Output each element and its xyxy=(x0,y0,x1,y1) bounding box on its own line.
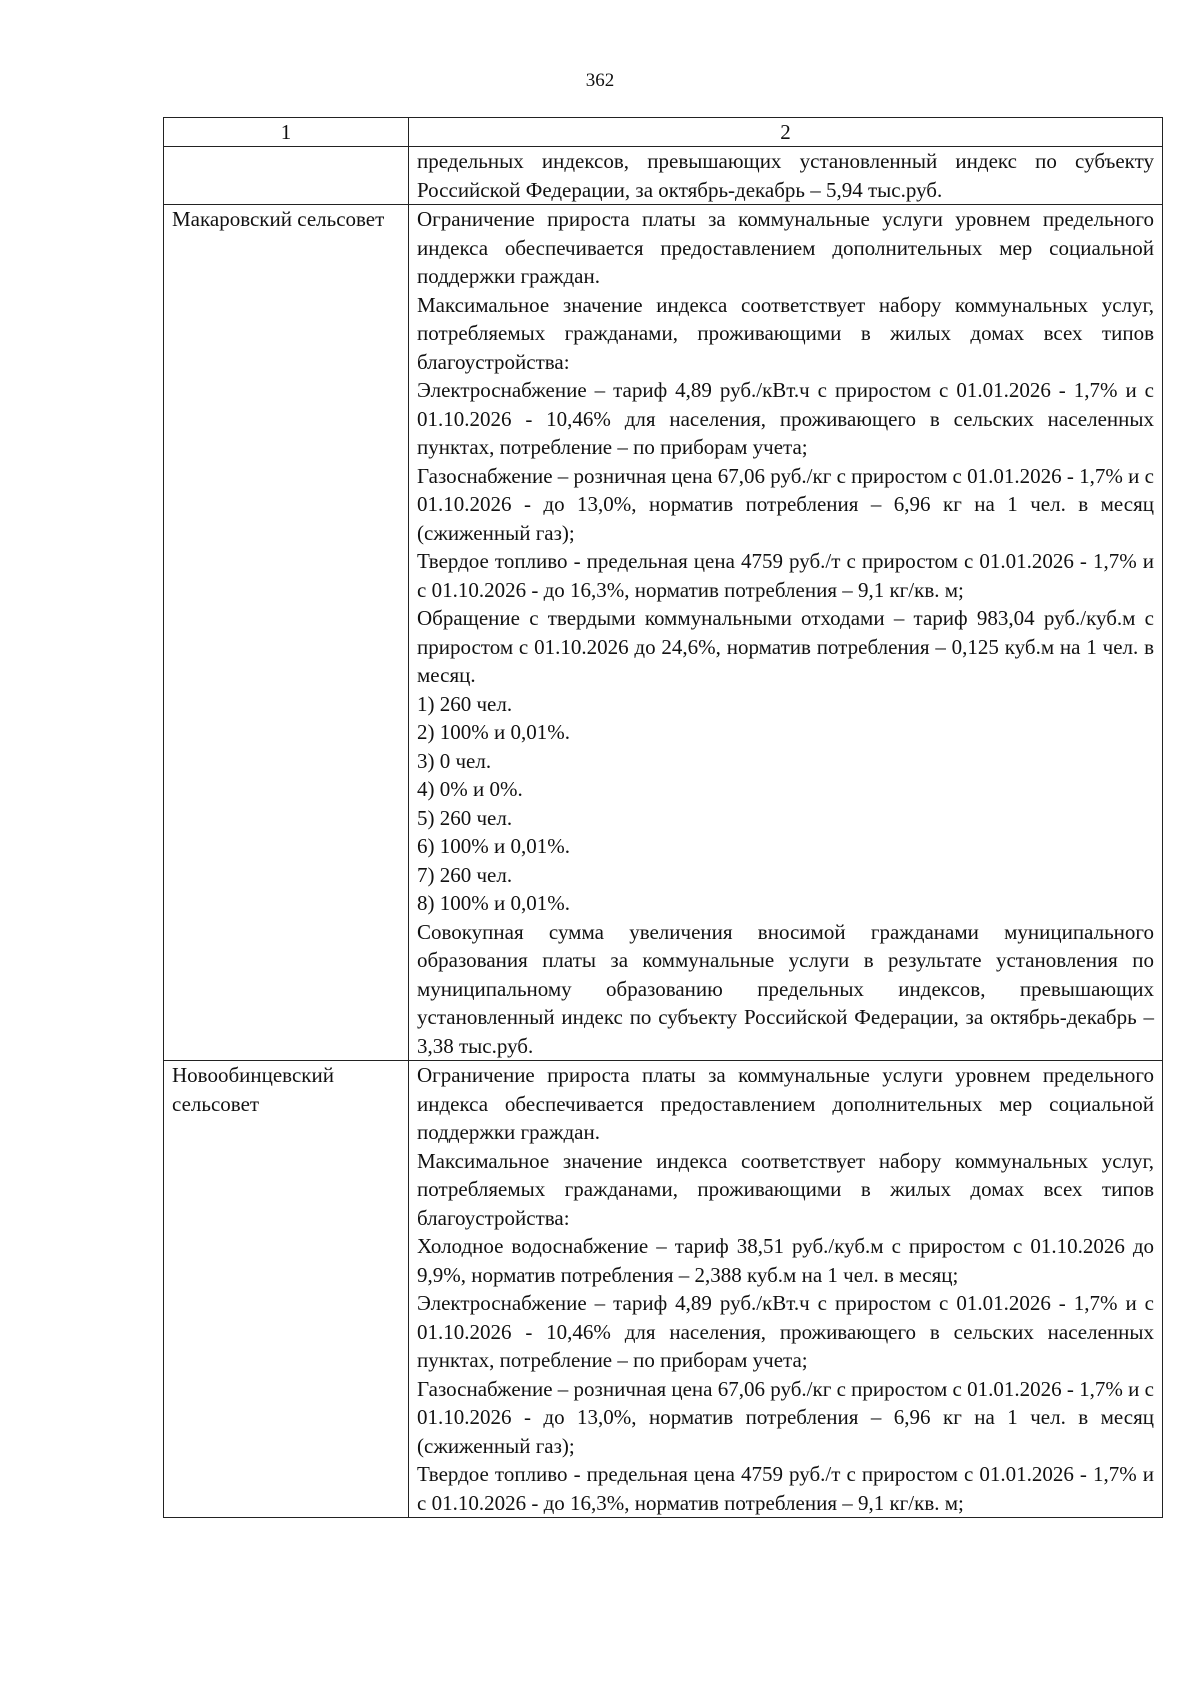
municipality-name xyxy=(164,147,409,205)
description-paragraph: Ограничение прироста платы за коммунальные услуги уровнем предельного индекса обеспечивается предоставлением дополнительных мер социальной поддержки граждан. xyxy=(417,207,1154,288)
description-paragraph: Твердое топливо - предельная цена 4759 руб./т с приростом с 01.01.2026 - 1,7% и с 01.10.2026 - до 16,3%, норматив потребления – 9,1 кг/кв. м; xyxy=(417,549,1154,602)
description-paragraph: Ограничение прироста платы за коммунальные услуги уровнем предельного индекса обеспечивается предоставлением дополнительных мер социальной поддержки граждан. xyxy=(417,1063,1154,1144)
description-paragraph: 2) 100% и 0,01%. xyxy=(417,720,570,744)
description-paragraph: 5) 260 чел. xyxy=(417,805,513,830)
table-body xyxy=(164,147,1163,1518)
description-paragraph: Максимальное значение индекса соответствует набору коммунальных услуг, потребляемых гражданами, проживающими в жилых домах всех типов благоустройства: xyxy=(417,292,1154,374)
description-paragraph: Электроснабжение – тариф 4,89 руб./кВт.ч с приростом с 01.01.2026 - 1,7% и с 01.10.2026 - 10,46% для населения, проживающего в сельских населенных пунктах, потребление – по приборам учета; xyxy=(417,378,1154,459)
table-row xyxy=(164,147,1163,205)
measures-description xyxy=(409,1061,1163,1518)
description-paragraph: 4) 0% и 0%. xyxy=(417,777,523,801)
description-paragraph: Совокупная сумма увеличения вносимой гражданами муниципального образования платы за коммунальные услуги в результате установления по муниципальному образованию предельных индексов, превышающих установленный индекс по субъекту Российской Федерации, за октябрь-декабрь – 3,38 тыс.руб. xyxy=(417,919,1154,1058)
document-table xyxy=(163,117,1163,1518)
description-paragraph: Максимальное значение индекса соответствует набору коммунальных услуг, потребляемых гражданами, проживающими в жилых домах всех типов благоустройства: xyxy=(417,1148,1154,1230)
column-header-1: 1 xyxy=(164,118,409,147)
description-paragraph: 8) 100% и 0,01%. xyxy=(417,891,570,915)
description-paragraph: 7) 260 чел. xyxy=(417,862,513,887)
description-paragraph: 6) 100% и 0,01%. xyxy=(417,834,570,858)
description-paragraph: Газоснабжение – розничная цена 67,06 руб./кг с приростом с 01.01.2026 - 1,7% и с 01.10.2026 - до 13,0%, норматив потребления – 6,96 кг на 1 чел. в месяц (сжиженный газ); xyxy=(417,463,1154,545)
measures-description xyxy=(409,205,1163,1061)
description-paragraph: 3) 0 чел. xyxy=(417,748,492,773)
page-number: 362 xyxy=(585,70,615,91)
municipality-name: Макаровский сельсовет xyxy=(164,205,409,1061)
municipality-name: Новообинцевский сельсовет xyxy=(164,1061,409,1518)
measures-description xyxy=(409,147,1163,205)
description-paragraph: Обращение с твердыми коммунальными отходами – тариф 983,04 руб./куб.м с приростом с 01.10.2026 до 24,6%, норматив потребления – 0,125 куб.м на 1 чел. в месяц. xyxy=(417,606,1154,687)
description-paragraph: Газоснабжение – розничная цена 67,06 руб./кг с приростом с 01.01.2026 - 1,7% и с 01.10.2026 - до 13,0%, норматив потребления – 6,96 кг на 1 чел. в месяц (сжиженный газ); xyxy=(417,1376,1154,1458)
table-row xyxy=(164,205,1163,1061)
description-paragraph: Электроснабжение – тариф 4,89 руб./кВт.ч с приростом с 01.01.2026 - 1,7% и с 01.10.2026 - 10,46% для населения, проживающего в сельских населенных пунктах, потребление – по приборам учета; xyxy=(417,1291,1154,1372)
description-paragraph: 1) 260 чел. xyxy=(417,691,513,716)
description-paragraph: предельных индексов, превышающих установленный индекс по субъекту Российской Федерации, за октябрь-декабрь – 5,94 тыс.руб. xyxy=(417,149,1154,202)
description-paragraph: Твердое топливо - предельная цена 4759 руб./т с приростом с 01.01.2026 - 1,7% и с 01.10.2026 - до 16,3%, норматив потребления – 9,1 кг/кв. м; xyxy=(417,1462,1154,1515)
table-row xyxy=(164,1061,1163,1518)
description-paragraph: Холодное водоснабжение – тариф 38,51 руб./куб.м с приростом с 01.10.2026 до 9,9%, норматив потребления – 2,388 куб.м на 1 чел. в месяц; xyxy=(417,1234,1154,1287)
table-header-row xyxy=(164,118,1163,147)
column-header-2: 2 xyxy=(409,118,1163,147)
